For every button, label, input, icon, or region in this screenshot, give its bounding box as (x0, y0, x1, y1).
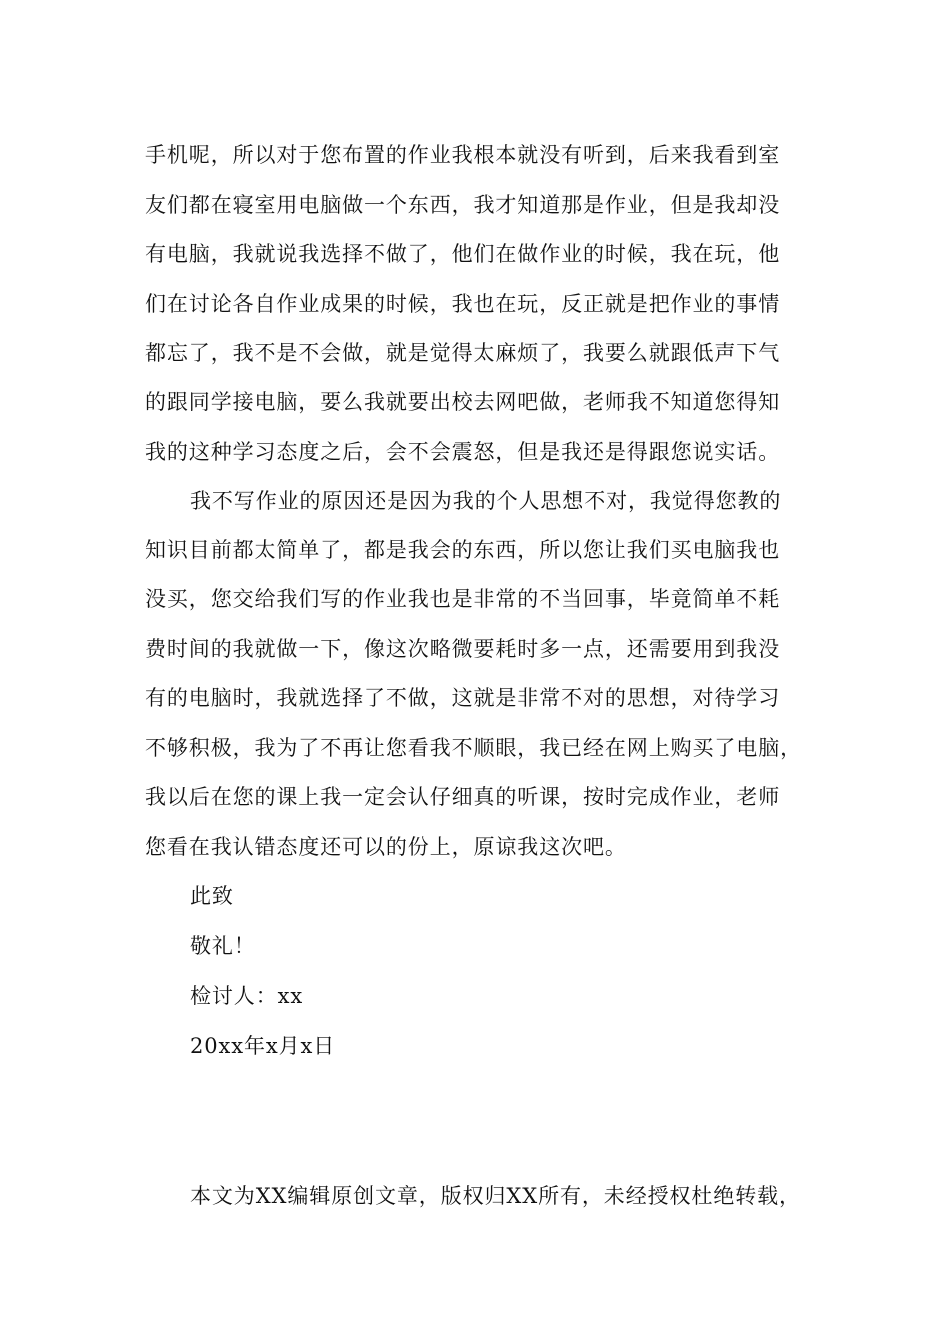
paragraph-line: 知识目前都太简单了，都是我会的东西，所以您让我们买电脑我也 (145, 538, 781, 562)
paragraph-line: 费时间的我就做一下，像这次略微要耗时多一点，还需要用到我没 (145, 637, 781, 661)
closing-salutation: 此致 (190, 884, 234, 908)
paragraph-line: 不够积极，我为了不再让您看我不顺眼，我已经在网上购买了电脑， (145, 736, 802, 760)
date-line: 20xx年x月x日 (190, 1034, 336, 1058)
paragraph-line: 您看在我认错态度还可以的份上，原谅我这次吧。 (145, 835, 627, 859)
paragraph-line: 的跟同学接电脑，要么我就要出校去网吧做，老师我不知道您得知 (145, 390, 781, 414)
paragraph-line: 有的电脑时，我就选择了不做，这就是非常不对的思想，对待学习 (145, 686, 781, 710)
paragraph-line: 都忘了，我不是不会做，就是觉得太麻烦了，我要么就跟低声下气 (145, 341, 781, 365)
paragraph-line: 我以后在您的课上我一定会认仔细真的听课，按时完成作业，老师 (145, 785, 781, 809)
paragraph-line: 有电脑，我就说我选择不做了，他们在做作业的时候，我在玩，他 (145, 242, 781, 266)
paragraph-line: 我不写作业的原因还是因为我的个人思想不对，我觉得您教的 (190, 489, 782, 513)
paragraph-line: 手机呢，所以对于您布置的作业我根本就没有听到，后来我看到室 (145, 143, 781, 167)
copyright-notice: 本文为XX编辑原创文章，版权归XX所有，未经授权杜绝转载， (190, 1184, 801, 1208)
closing-regards: 敬礼！ (190, 934, 256, 958)
paragraph-line: 我的这种学习态度之后，会不会震怒，但是我还是得跟您说实话。 (145, 440, 781, 464)
paragraph-line: 们在讨论各自作业成果的时候，我也在玩，反正就是把作业的事情 (145, 292, 781, 316)
paragraph-line: 没买，您交给我们写的作业我也是非常的不当回事，毕竟简单不耗 (145, 587, 781, 611)
signer-line: 检讨人：xx (190, 984, 304, 1008)
paragraph-line: 友们都在寝室用电脑做一个东西，我才知道那是作业，但是我却没 (145, 193, 781, 217)
